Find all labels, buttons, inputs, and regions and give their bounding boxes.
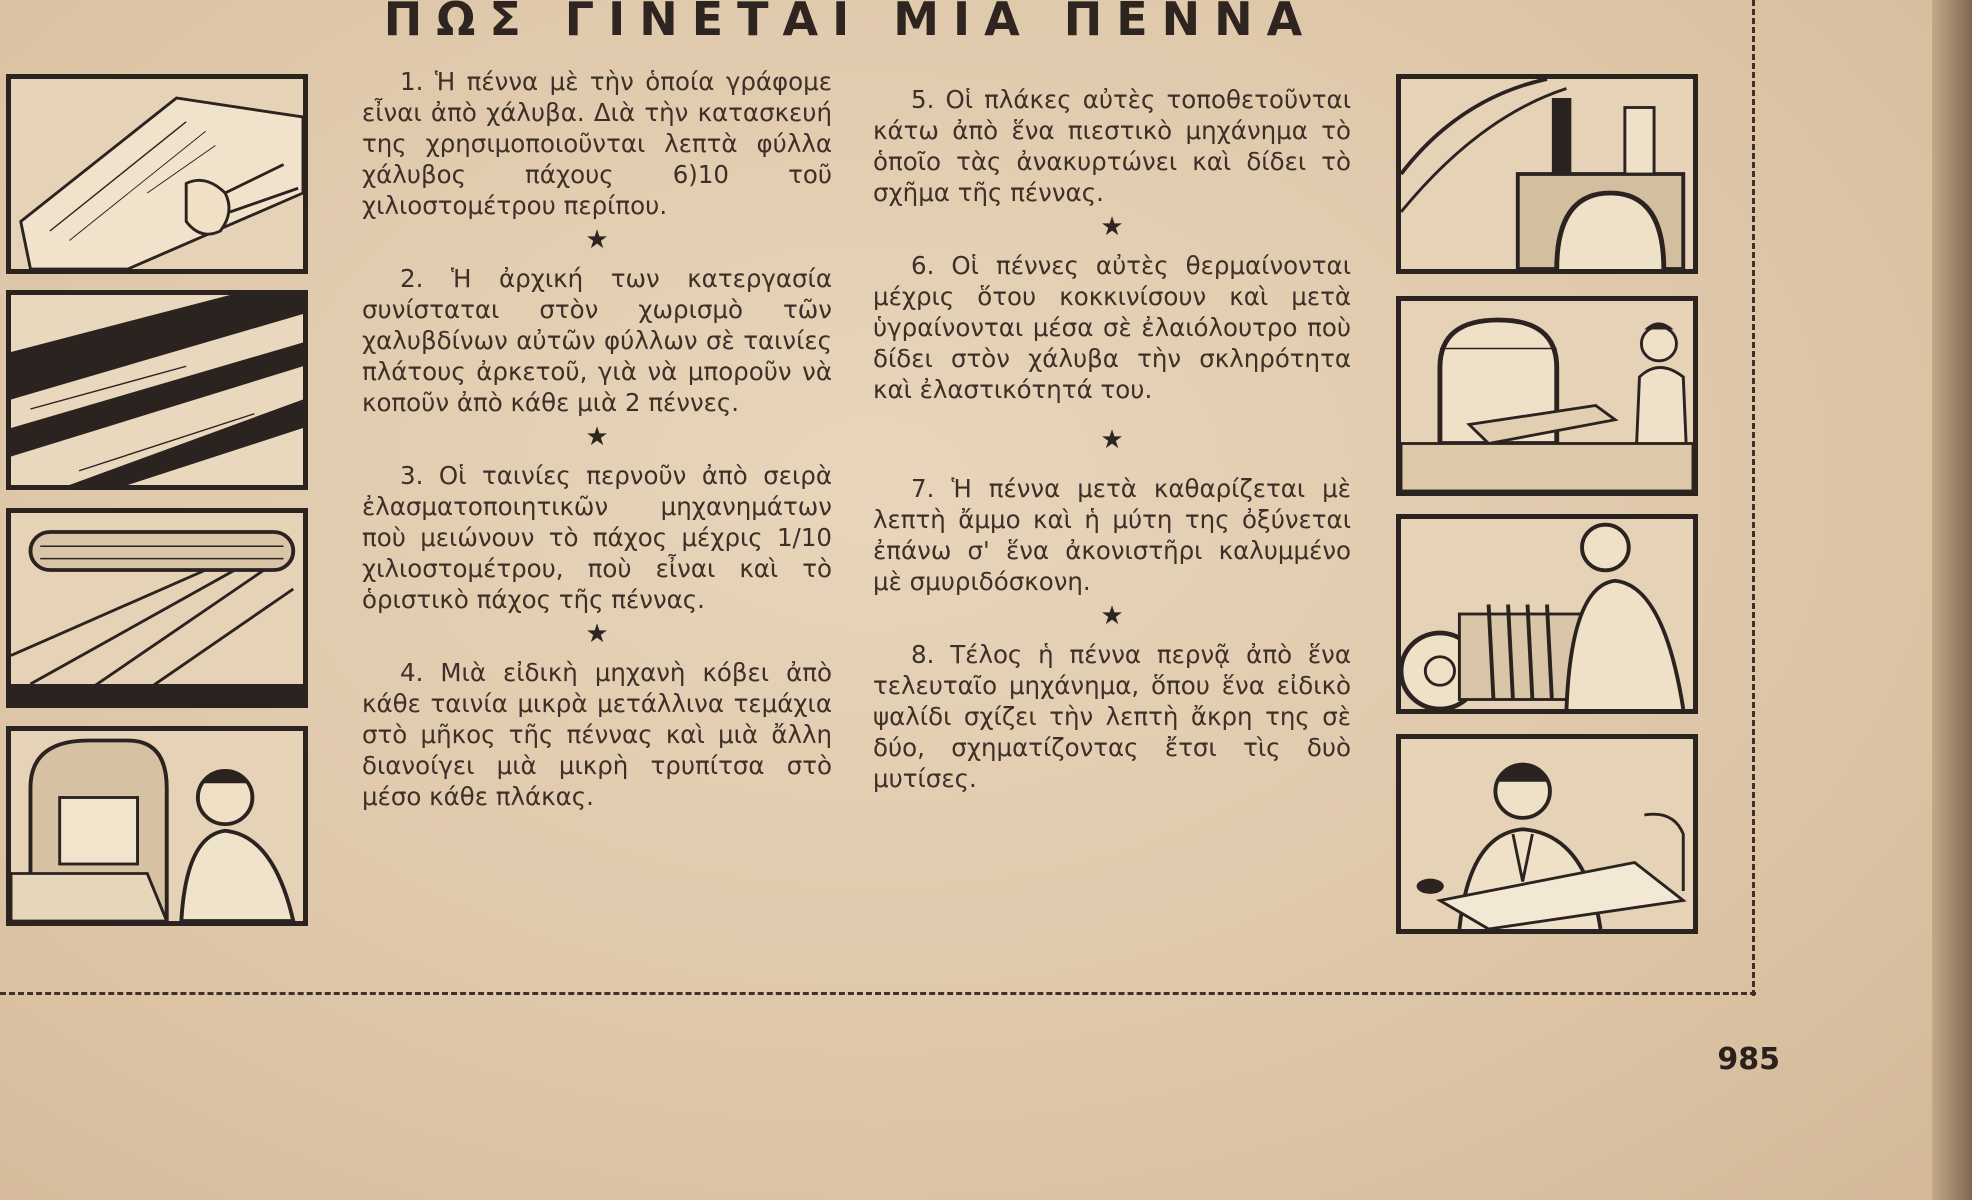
illustration-cutting-machine: [6, 726, 308, 926]
star-separator: ★: [585, 619, 609, 649]
illustration-furnace-oil-bath: [1396, 296, 1698, 496]
left-text-column: [362, 66, 832, 812]
page-number: 985: [1717, 1042, 1780, 1077]
illustration-rolling-mill: [6, 508, 308, 708]
dashed-frame-bottom: [0, 992, 1756, 995]
star-separator: ★: [585, 225, 609, 255]
illustration-final-slitting: [1396, 734, 1698, 934]
illustration-press-machine: [1396, 74, 1698, 274]
star-separator: ★: [1100, 212, 1124, 242]
step-paragraph-4: 4. Μιὰ εἰδικὴ μηχανὴ κόβει ἀπὸ κάθε ταινία μικρὰ μετάλλινα τεμάχια στὸ μῆκος τῆς πέννας καὶ μιὰ ἄλλη διανοίγει μιὰ μικρὴ τρυπίτσα στὸ μέσο κάθε πλάκας.: [362, 658, 832, 811]
star-separator: ★: [1100, 601, 1124, 631]
right-text-column: [873, 84, 1351, 794]
illustration-steel-strips: [6, 290, 308, 490]
illustration-cleaning-grinding: [1396, 514, 1698, 714]
page-spine-shadow: [1932, 0, 1972, 1200]
star-separator: ★: [585, 422, 609, 452]
step-paragraph-8: 8. Τέλος ἡ πέννα περνᾷ ἀπὸ ἕνα τελευταῖο μηχάνημα, ὅπου ἕνα εἰδικὸ ψαλίδι σχίζει τὴν λεπτὴ ἄκρη της σὲ δύο, σχηματίζοντας ἔτσι τὶς δυὸ μυτίσες.: [873, 640, 1351, 793]
step-paragraph-6: 6. Οἱ πέννες αὐτὲς θερμαίνονται μέχρις ὅτου κοκκινίσουν καὶ μετὰ ὑγραίνονται μέσα σὲ ἐλαιόλουτρο ποὺ δίδει στὸν χάλυβα τὴν σκληρότητα καὶ ἐλαστικότητά του.: [873, 251, 1351, 404]
page-title: ΠΩΣ ΓΙΝΕΤΑΙ ΜΙΑ ΠΕΝΝΑ: [383, 0, 1317, 46]
step-paragraph-1: 1. Ἡ πέννα μὲ τὴν ὁποία γράφομε εἶναι ἀπὸ χάλυβα. Διὰ τὴν κατασκευή της χρησιμοποιοῦνται λεπτὰ φύλλα χάλυβος πάχους 6)10 τοῦ χιλιοστομέτρου περίπου.: [362, 67, 832, 220]
dashed-frame-right: [1752, 0, 1755, 996]
step-paragraph-7: 7. Ἡ πέννα μετὰ καθαρίζεται μὲ λεπτὴ ἄμμο καὶ ἡ μύτη της ὀξύνεται ἐπάνω σ' ἕνα ἀκονιστῆρι καλυμμένο μὲ σμυριδόσκονη.: [873, 474, 1351, 596]
star-separator: ★: [1100, 425, 1124, 455]
step-paragraph-3: 3. Οἱ ταινίες περνοῦν ἀπὸ σειρὰ ἐλασματοποιητικῶν μηχανημάτων ποὺ μειώνουν τὸ πάχος μέχρις 1/10 χιλιοστομέτρου, ποὺ εἶναι καὶ τὸ ὁριστικὸ πάχος τῆς πέννας.: [362, 461, 832, 614]
step-paragraph-2: 2. Ἡ ἀρχική των κατεργασία συνίσταται στὸν χωρισμὸ τῶν χαλυβδίνων αὐτῶν φύλλων σὲ ταινίες πλάτους ἀρκετοῦ, γιὰ νὰ μποροῦν νὰ κοποῦν ἀπὸ κάθε μιὰ 2 πέννες.: [362, 264, 832, 417]
step-paragraph-5: 5. Οἱ πλάκες αὐτὲς τοποθετοῦνται κάτω ἀπὸ ἕνα πιεστικὸ μηχάνημα τὸ ὁποῖο τὰς ἀνακυρτώνει καὶ δίδει τὸ σχῆμα τῆς πέννας.: [873, 85, 1351, 207]
illustration-steel-sheet: [6, 74, 308, 274]
